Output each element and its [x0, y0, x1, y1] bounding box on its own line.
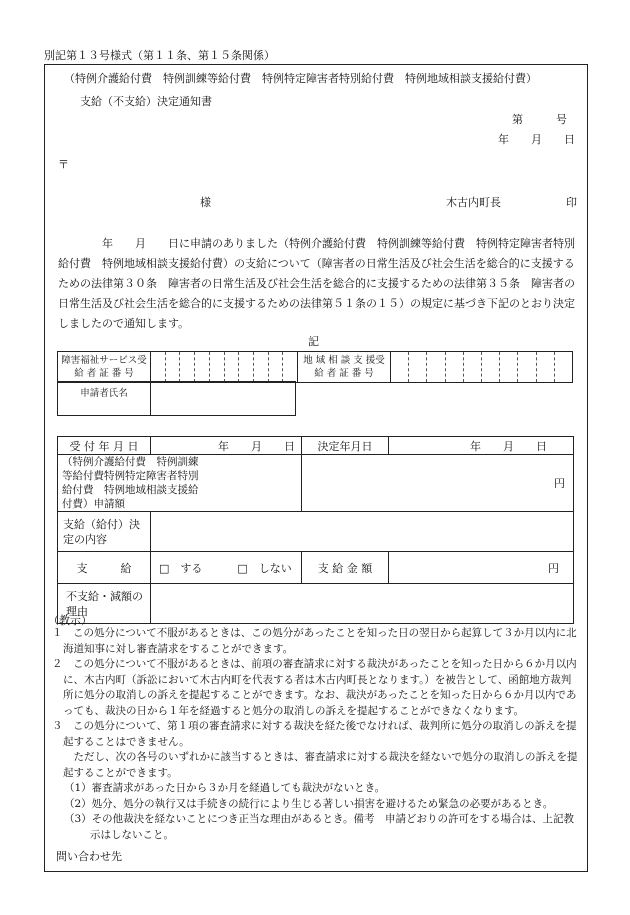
regional-number-label: 地 域 相 談 支 援受 給 者 証 番 号 — [298, 352, 391, 383]
received-date-value: 年 月 日 — [151, 437, 302, 455]
welfare-number-label: 障害福祉サービス受 給 者 証 番 号 — [58, 352, 151, 383]
amount-unit: 円 — [302, 455, 574, 512]
number-label: 第 号 — [512, 113, 567, 126]
notice-head: （教示） — [48, 614, 92, 627]
notice-item-3: ３ この処分について、第１項の審査請求に対する裁決を経た後でなければ、裁判所に処分の取消しの訴えを提起することはできません。 — [52, 720, 577, 748]
notice-subitem-2: （2）処分、処分の執行又は手続きの続行により生じる著しい損害を避けるため緊急の必要があるとき。 — [64, 797, 554, 810]
title-line1: （特例介護給付費 特例訓練等給付費 特例特定障害者特別給付費 特例地域相談支援給付費） — [64, 72, 537, 85]
notice-item-3-proviso: ただし、次の各号のいずれかに該当するときは、審査請求に対する裁決を経ないで処分の取消しの訴えを提起することができます。 — [63, 751, 578, 779]
notice-item-2: ２ この処分について不服があるときは、前項の審査請求に対する裁決があったことを知った日から６か月以内に、木古内町（訴訟において木古内町を代表する者は木古内町長となります。）を被告として、函館地方裁判所に処分の取消しの訴えを提起することができます。なお、裁決があったことを知った日から６か月以内であっても、裁決の日から１年を経過すると処分の取消しの訴えを提起することができなくなります。 — [52, 658, 577, 717]
notice-subitem-1: （1）審査請求があった日から３か月を経過しても裁決がないとき。 — [64, 782, 386, 794]
notice-item-1: １ この処分について不服があるときは、この処分があったことを知った日の翌日から起算して３か月以内に北海道知事に対し審査請求をすることができます。 — [52, 627, 577, 655]
welfare-number-cells — [151, 352, 298, 383]
postal-mark: 〒 — [58, 158, 69, 171]
issuer: 木古内町長 — [446, 196, 501, 209]
decision-date-label: 決定年月日 — [302, 437, 389, 455]
applicant-table — [57, 381, 296, 416]
decision-date-value: 年 月 日 — [389, 437, 574, 455]
applicant-name-label: 申請者氏名 — [58, 382, 151, 416]
content-value — [151, 512, 574, 552]
payment-label: 支 給 — [58, 552, 151, 584]
date-label: 年 月 日 — [498, 133, 575, 146]
pay-amount-label: 支 給 金 額 — [302, 552, 389, 584]
dont-checkbox[interactable]: □ しない — [237, 561, 292, 575]
decision-table — [57, 436, 574, 624]
reason-label: 不支給・減額の理由 — [58, 584, 151, 624]
received-date-label: 受 付 年 月 日 — [58, 437, 151, 455]
form-header: 別記第１３号様式（第１１条、第１５条関係） — [44, 49, 275, 62]
seal: 印 — [566, 196, 577, 209]
contact-label: 問い合わせ先 — [56, 850, 122, 863]
payment-choice — [151, 552, 302, 584]
amount-label: （特例介護給付費 特例訓練等給付費特例特定障害者特別給付費 特例地域相談支援給付費）申請額 — [58, 455, 302, 512]
recipient-table — [57, 351, 573, 383]
pay-amount-unit: 円 — [389, 552, 574, 584]
do-checkbox[interactable]: □ する — [159, 561, 203, 575]
notice-body — [52, 626, 580, 843]
reason-value — [151, 584, 574, 624]
ki-label: 記 — [308, 335, 319, 348]
notice-subitem-3: （3）その他裁決を経ないことにつき正当な理由があるとき。備考 申請どおりの許可をする場合は、上記教示はしないこと。 — [64, 813, 575, 841]
body-text: 年 月 日に申請のありました（特例介護給付費 特例訓練等給付費 特例特定障害者特別給付費 特例地域相談支援給付費）の支給について（障害者の日常生活及び社会生活を総合的に支援するための法律第３０条 障害者の日常生活及び社会生活を総合的に支援するための法律第３５条 障害者の日常生活及び社会生活を総合的に支援するための法律第５１条の１５）の規定に基づき下記のとおり決定しましたので通知します。 — [58, 237, 575, 330]
addressee-suffix: 様 — [200, 196, 211, 209]
regional-number-cells — [391, 352, 573, 383]
applicant-name-value — [151, 382, 296, 416]
title-line2: 支給（不支給）決定通知書 — [80, 95, 212, 108]
content-label: 支給（給付）決定の内容 — [58, 512, 151, 552]
